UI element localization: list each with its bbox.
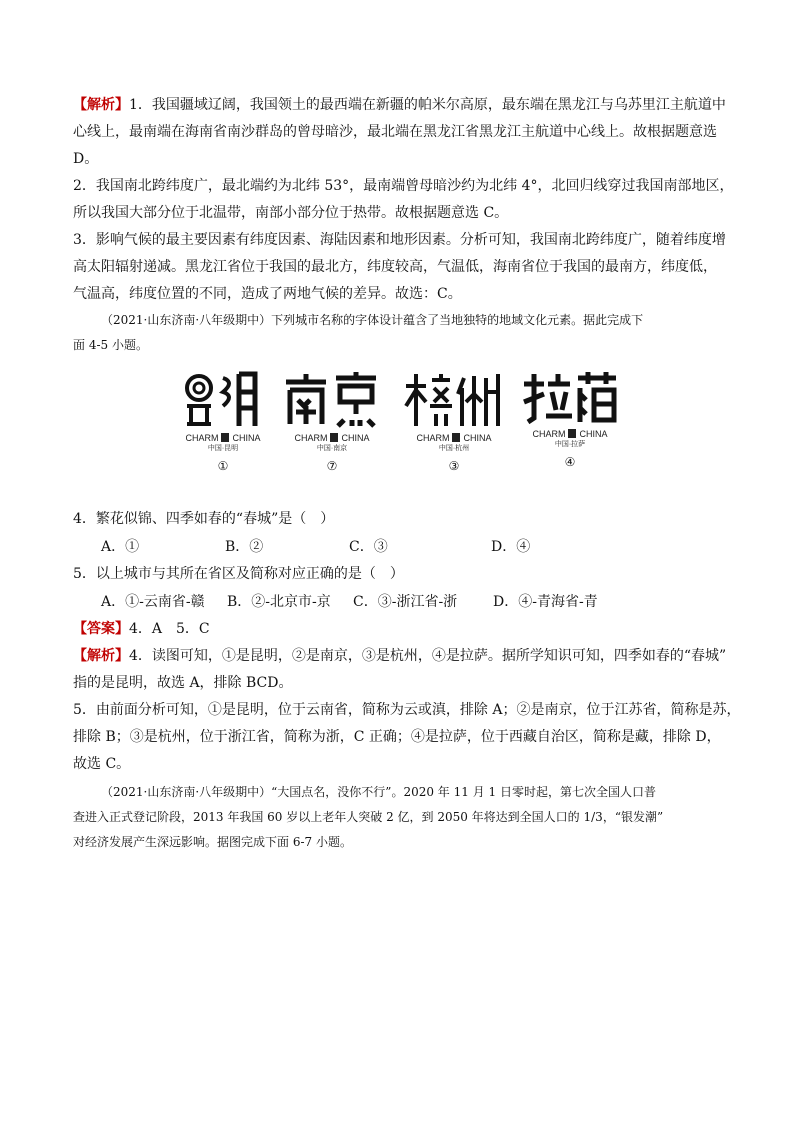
- question-5-stem: 5．以上城市与其所在省区及简称对应正确的是（ ）: [73, 566, 404, 582]
- charm-china-caption: CHARM CHINA: [416, 433, 492, 443]
- analysis-tag: 【解析】: [73, 97, 129, 113]
- analysis-line: 气温高，纬度位置的不同，造成了两地气候的差异。故选：C。: [73, 286, 462, 302]
- city-caption: 中国·南京: [316, 445, 348, 452]
- analysis-line: [73, 643, 728, 670]
- option-c: C．③: [349, 539, 388, 555]
- option-d: D．④-青海省-青: [493, 594, 598, 610]
- charm-china-caption: CHARM CHINA: [294, 433, 370, 443]
- city-caption: 中国·杭州: [438, 445, 470, 452]
- analysis-line: 5．由前面分析可知，①是昆明，位于云南省，简称为云或滇，排除 A；②是南京，位于江苏省，简称是苏，: [73, 702, 741, 718]
- option-a: A．①: [101, 539, 140, 555]
- analysis-line: 指的是昆明，故选 A，排除 BCD。: [73, 675, 293, 691]
- kunming-logo: [168, 368, 278, 474]
- logo-number: ③: [448, 459, 460, 473]
- document-page: [73, 92, 741, 855]
- city-caption: 中国·昆明: [207, 445, 239, 452]
- question-4-options: [73, 533, 728, 561]
- answer-line: [73, 616, 728, 643]
- option-a: A．①-云南省-赣: [101, 594, 205, 610]
- question-5-options: [73, 588, 728, 616]
- question-intro: 对经济发展产生深远影响。据图完成下面 6-7 小题。: [73, 835, 352, 849]
- analysis-line: 所以我国大部分位于北温带，南部小部分位于热带。故根据题意选 C。: [73, 205, 509, 221]
- hangzhou-logo-art: [402, 368, 506, 430]
- question-intro: 面 4-5 小题。: [73, 338, 148, 352]
- analysis-line: 心线上，最南端在海南省南沙群岛的曾母暗沙，最北端在黑龙江省黑龙江主航道中心线上。故根据题意选: [73, 124, 717, 140]
- answer-text: 4．A 5．C: [129, 621, 210, 637]
- question-intro: （2021·山东济南·八年级期中）“大国点名，没你不行”。2020 年 11 月 1 日零时起，第七次全国人口普: [101, 785, 656, 799]
- question-intro: （2021·山东济南·八年级期中）下列城市名称的字体设计蕴含了当地独特的地域文化元素。据此完成下: [101, 313, 644, 327]
- analysis-line: 排除 B；③是杭州，位于浙江省，简称为浙，C 正确；④是拉萨，位于西藏自治区，简称是藏，排除 D，: [73, 729, 721, 745]
- analysis-line: 故选 C。: [73, 756, 131, 772]
- charm-china-caption: CHARM CHINA: [532, 429, 608, 439]
- analysis-line: 3．影响气候的最主要因素有纬度因素、海陆因素和地形因素。分析可知，我国南北跨纬度广，随着纬度增: [73, 232, 726, 248]
- charm-china-caption: CHARM CHINA: [185, 433, 261, 443]
- analysis-line: [73, 92, 728, 119]
- option-b: B．②-北京市-京: [227, 594, 331, 610]
- city-caption: 中国·拉萨: [554, 441, 586, 448]
- option-d: D．④: [491, 539, 531, 555]
- logo-number: ⑦: [326, 459, 338, 473]
- option-b: B．②: [225, 539, 264, 555]
- lhasa-logo-art: [520, 368, 620, 426]
- analysis-text: 4．读图可知，①是昆明，②是南京，③是杭州，④是拉萨。据所学知识可知，四季如春的“春城”: [129, 648, 727, 664]
- hangzhou-logo: [399, 368, 509, 474]
- logo-number: ①: [217, 459, 229, 473]
- nanjing-logo-art: [282, 368, 382, 430]
- analysis-line: D。: [73, 151, 99, 167]
- analysis-tag: 【解析】: [73, 648, 129, 664]
- kunming-logo-art: [177, 368, 269, 430]
- question-4-stem: 4．繁花似锦、四季如春的“春城”是（ ）: [73, 511, 335, 527]
- analysis-line: 高太阳辐射递减。黑龙江省位于我国的最北方，纬度较高，气温低，海南省位于我国的最南方，纬度低，: [73, 259, 717, 275]
- analysis-line: 2．我国南北跨纬度广，最北端约为北纬 53°，最南端曾母暗沙约为北纬 4°，北回归线穿过我国南部地区，: [73, 178, 734, 194]
- answer-tag: 【答案】: [73, 621, 129, 637]
- nanjing-logo: [277, 368, 387, 474]
- logo-number: ④: [564, 455, 576, 469]
- analysis-text: 1．我国疆域辽阔，我国领土的最西端在新疆的帕米尔高原，最东端在黑龙江与乌苏里江主航道中: [129, 97, 726, 113]
- option-c: C．③-浙江省-浙: [353, 594, 458, 610]
- question-intro: 查进入正式登记阶段，2013 年我国 60 岁以上老年人突破 2 亿，到 2050 年将达到全国人口的 1/3，“银发潮”: [73, 810, 664, 824]
- lhasa-logo: [515, 368, 625, 470]
- city-logo-figure: [73, 368, 728, 498]
